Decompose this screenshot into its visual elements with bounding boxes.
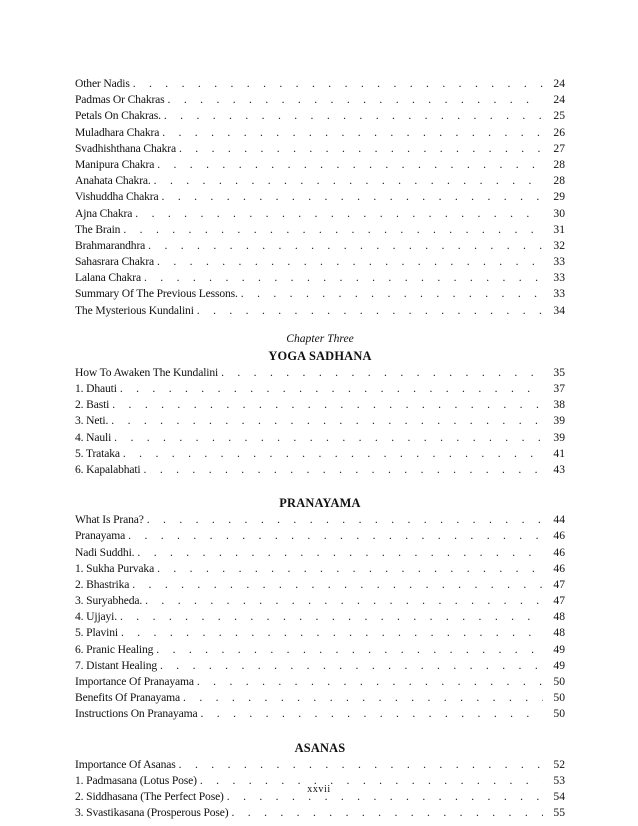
toc-entry-title: 5. Plavini: [75, 626, 118, 640]
leader-dots: [144, 462, 543, 478]
toc-entry-title: How To Awaken The Kundalini: [75, 365, 219, 379]
toc-entry-page: 44: [553, 513, 565, 527]
toc-entry-page: 49: [553, 642, 565, 656]
toc-entry-title: 2. Basti: [75, 398, 110, 412]
leader-dots: [128, 528, 543, 544]
toc-entry-page: 39: [553, 430, 565, 444]
toc-entry-page: 47: [553, 594, 565, 608]
toc-entry: [75, 173, 565, 189]
leader-dots: [154, 173, 543, 189]
leader-dots: [148, 238, 543, 254]
leader-dots: [114, 430, 543, 446]
leader-dots: [164, 108, 543, 124]
toc-entry-title: Summary Of The Previous Lessons.: [75, 287, 238, 301]
toc-entry-page: 50: [553, 691, 565, 705]
toc-entry-title: Brahmarandhra: [75, 238, 146, 252]
toc-entry-page: 24: [553, 77, 565, 90]
toc-entry: [75, 141, 565, 157]
toc-entry-title: Padmas Or Chakras: [75, 93, 165, 107]
leader-dots: [145, 593, 543, 609]
toc-entry: [75, 462, 565, 478]
toc-entry-title: 6. Kapalabhati: [75, 462, 141, 476]
toc-entry-page: 50: [553, 675, 565, 688]
toc-entry-title: Other Nadis: [75, 77, 130, 90]
toc-entry-title: What Is Prana?: [75, 513, 144, 527]
toc-entry-title: 2. Bhastrika: [75, 577, 130, 591]
toc-entry: [75, 805, 565, 821]
toc-group-yoga-sadhana: [75, 365, 565, 478]
toc-entry-title: 3. Suryabheda.: [75, 594, 143, 608]
toc-entry-title: Importance Of Pranayama: [75, 675, 194, 688]
toc-entry: [75, 270, 565, 286]
toc-entry-page: 32: [553, 238, 565, 252]
toc-entry-page: 55: [553, 806, 565, 820]
section-heading-asanas: ASANAS: [294, 740, 346, 755]
leader-dots: [197, 303, 543, 319]
toc-entry-page: 39: [553, 414, 565, 428]
toc-entry-title: Vishuddha Chakra: [75, 190, 159, 204]
toc-entry-page: 35: [553, 365, 565, 379]
toc-entry-title: 1. Sukha Purvaka: [75, 561, 155, 575]
toc-entry-page: 52: [553, 757, 565, 771]
leader-dots: [144, 270, 543, 286]
toc-entry: [75, 381, 565, 397]
toc-entry: [75, 286, 565, 302]
toc-entry-page: 24: [553, 93, 565, 107]
toc-entry: [75, 757, 565, 773]
toc-entry: [75, 254, 565, 270]
toc-entry: [75, 206, 565, 222]
toc-entry-title: 1. Padmasana (Lotus Pose): [75, 773, 197, 787]
toc-entry-page: 49: [553, 658, 565, 672]
toc-entry: [75, 430, 565, 446]
toc-entry: [75, 238, 565, 254]
leader-dots: [111, 413, 543, 429]
toc-entry-title: 3. Svastikasana (Prosperous Pose): [75, 806, 229, 820]
toc-entry-title: Manipura Chakra: [75, 157, 155, 171]
toc-entry-page: 27: [553, 141, 565, 155]
leader-dots: [121, 625, 543, 641]
toc-entry-title: 1. Dhauti: [75, 382, 117, 395]
toc-entry: [75, 674, 565, 690]
toc-entry: [75, 157, 565, 173]
chapter-label: Chapter Three: [286, 331, 354, 345]
leader-dots: [123, 222, 543, 238]
page-number: xxvii: [307, 784, 331, 795]
toc-entry-title: 5. Trataka: [75, 446, 120, 460]
leader-dots: [120, 381, 543, 397]
leader-dots: [200, 706, 543, 722]
toc-entry-page: 33: [553, 271, 565, 285]
toc-group-top: [75, 76, 565, 319]
toc-entry-title: Pranayama: [75, 529, 126, 543]
toc-entry-page: 48: [553, 626, 565, 640]
toc-entry-page: 48: [553, 610, 565, 624]
toc-entry-page: 37: [553, 382, 565, 395]
toc-entry: [75, 413, 565, 429]
toc-entry: [75, 561, 565, 577]
leader-dots: [157, 561, 543, 577]
leader-dots: [137, 545, 543, 561]
table-of-contents: [75, 76, 565, 821]
toc-entry-page: 28: [553, 174, 565, 188]
toc-entry-page: 33: [553, 287, 565, 301]
toc-entry: [75, 92, 565, 108]
toc-entry-page: 43: [553, 462, 565, 476]
leader-dots: [135, 206, 543, 222]
toc-entry-page: 30: [553, 206, 565, 220]
toc-entry-page: 31: [553, 222, 565, 236]
leader-dots: [197, 674, 543, 690]
toc-entry: [75, 642, 565, 658]
toc-entry: [75, 609, 565, 625]
leader-dots: [241, 286, 543, 302]
toc-entry-page: 50: [553, 707, 565, 721]
toc-entry: [75, 446, 565, 462]
toc-entry-title: Importance Of Asanas: [75, 757, 176, 771]
toc-entry: [75, 528, 565, 544]
toc-entry: [75, 125, 565, 141]
toc-entry: [75, 690, 565, 706]
leader-dots: [112, 397, 543, 413]
toc-entry-title: The Brain: [75, 222, 121, 236]
toc-entry-page: 34: [553, 303, 565, 317]
leader-dots: [156, 642, 543, 658]
toc-entry-title: Ajna Chakra: [75, 206, 133, 220]
toc-entry: [75, 593, 565, 609]
toc-entry-title: Petals On Chakras.: [75, 109, 161, 123]
leader-dots: [162, 189, 543, 205]
toc-entry-page: 46: [553, 529, 565, 543]
leader-dots: [183, 690, 543, 706]
toc-entry-title: 4. Ujjayi.: [75, 610, 117, 624]
toc-entry-page: 53: [553, 773, 565, 787]
leader-dots: [160, 658, 543, 674]
toc-entry: [75, 706, 565, 722]
toc-entry: [75, 658, 565, 674]
toc-entry-title: Sahasrara Chakra: [75, 255, 155, 269]
toc-entry-page: 54: [553, 789, 565, 803]
toc-entry-page: 46: [553, 545, 565, 559]
leader-dots: [168, 92, 543, 108]
toc-entry: [75, 365, 565, 381]
leader-dots: [132, 577, 543, 593]
toc-entry-page: 26: [553, 125, 565, 139]
toc-entry-page: 28: [553, 157, 565, 171]
toc-entry: [75, 222, 565, 238]
toc-entry-page: 38: [553, 398, 565, 412]
toc-entry: [75, 397, 565, 413]
leader-dots: [221, 365, 543, 381]
toc-entry-title: Benefits Of Pranayama: [75, 691, 181, 705]
toc-entry: [75, 303, 565, 319]
toc-entry: [75, 76, 565, 92]
leader-dots: [157, 157, 543, 173]
toc-entry: [75, 512, 565, 528]
toc-entry: [75, 577, 565, 593]
toc-entry-page: 29: [553, 190, 565, 204]
toc-entry-title: 6. Pranic Healing: [75, 642, 154, 656]
toc-entry-title: Muladhara Chakra: [75, 125, 160, 139]
leader-dots: [133, 76, 543, 92]
leader-dots: [157, 254, 543, 270]
toc-entry-title: 3. Neti.: [75, 414, 109, 428]
toc-entry-title: 4. Nauli: [75, 430, 112, 444]
toc-entry-title: The Mysterious Kundalini: [75, 303, 194, 317]
section-heading-yoga-sadhana: YOGA SADHANA: [268, 348, 372, 363]
toc-entry: [75, 545, 565, 561]
section-heading-pranayama: PRANAYAMA: [279, 496, 361, 511]
leader-dots: [179, 757, 543, 773]
toc-entry-page: 25: [553, 109, 565, 123]
toc-entry-title: Nadi Suddhi.: [75, 545, 135, 559]
toc-group-pranayama: [75, 512, 565, 722]
leader-dots: [179, 141, 543, 157]
toc-entry-page: 33: [553, 255, 565, 269]
toc-entry: [75, 108, 565, 124]
leader-dots: [231, 805, 543, 821]
toc-entry-title: 7. Distant Healing: [75, 658, 157, 672]
leader-dots: [162, 125, 543, 141]
toc-entry-page: 41: [553, 446, 565, 460]
toc-entry-page: 46: [553, 561, 565, 575]
leader-dots: [120, 609, 543, 625]
toc-entry-title: Svadhishthana Chakra: [75, 141, 176, 155]
toc-entry-page: 47: [553, 577, 565, 591]
toc-entry: [75, 625, 565, 641]
toc-entry-title: 2. Siddhasana (The Perfect Pose): [75, 789, 224, 803]
toc-entry-title: Lalana Chakra: [75, 271, 141, 285]
toc-entry: [75, 189, 565, 205]
toc-entry-title: Anahata Chakra.: [75, 174, 151, 188]
leader-dots: [147, 512, 543, 528]
leader-dots: [123, 446, 543, 462]
toc-entry-title: Instructions On Pranayama: [75, 707, 198, 721]
